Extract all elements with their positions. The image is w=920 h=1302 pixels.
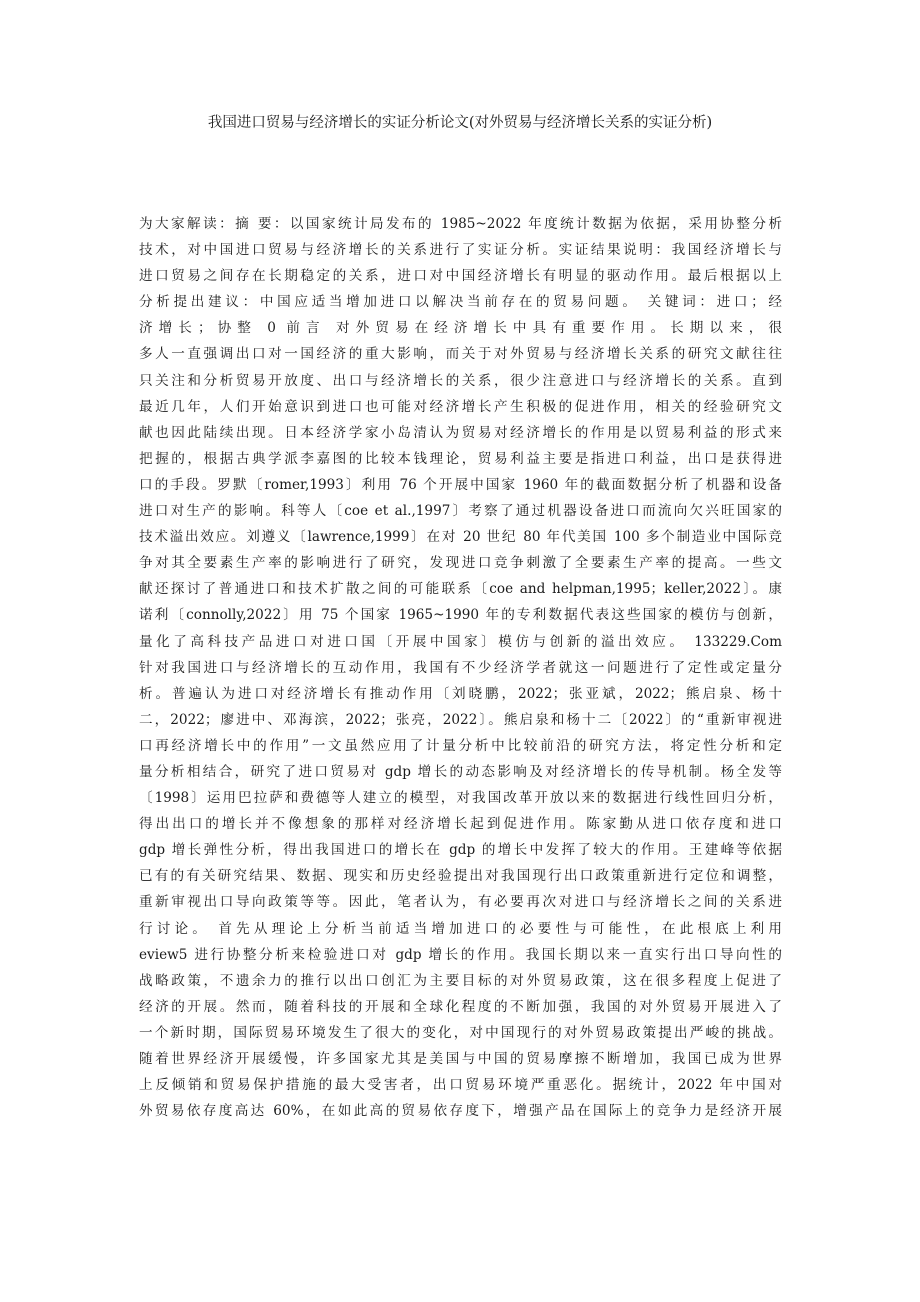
body-line: gdp 增长弹性分析，得出我国进口的增长在 gdp 的增长中发挥了较大的作用。王建峰等依据: [139, 842, 782, 859]
body-line: 只关注和分析贸易开放度、出口与经济增长的关系，很少注意进口与经济增长的关系。直到: [139, 372, 782, 389]
body-line: 已有的有关研究结果、数据、现实和历史经验提出对我国现行出口政策重新进行定位和调整，: [139, 868, 782, 885]
body-line: 随着世界经济开展缓慢，许多国家尤其是美国与中国的贸易摩擦不断增加，我国已成为世界: [139, 1051, 782, 1067]
body-line: 重新审视出口导向政策等等。因此，笔者认为，有必要再次对进口与经济增长之间的关系进: [139, 894, 782, 911]
body-line: 诺利〔connolly,2022〕用 75 个国家 1965~1990 年的专利数据代表这些国家的模仿与创新，: [139, 607, 782, 624]
body-line: 战略政策，不遗余力的推行以出口创汇为主要目标的对外贸易政策，这在很多程度上促进了: [139, 972, 782, 989]
body-line: 得出出口的增长并不像想象的那样对经济增长起到促进作用。陈家勤从进口依存度和进口: [139, 816, 782, 833]
body-line: 进口贸易之间存在长期稳定的关系，进口对中国经济增长有明显的驱动作用。最后根据以上: [139, 268, 782, 285]
body-line: 献还探讨了普通进口和技术扩散之间的可能联系〔coe and helpman,1995；keller,2022〕。康: [139, 581, 782, 598]
body-line: 外贸易依存度高达 60%，在如此高的贸易依存度下，增强产品在国际上的竞争力是经济开展: [139, 1103, 782, 1120]
body-line: 析。普遍认为进口对经济增长有推动作用〔刘晓鹏，2022；张亚斌，2022；熊启泉、杨十: [139, 685, 782, 702]
body-line: 上反倾销和贸易保护措施的最大受害者，出口贸易环境严重恶化。据统计，2022 年中国对: [139, 1077, 782, 1094]
body-line: 二，2022；廖进中、邓海滨，2022；张亮，2022〕。熊启泉和杨十二〔2022〕的“重新审视进: [139, 711, 782, 728]
body-line: 争对其全要素生产率的影响进行了研究，发现进口竞争刺激了全要素生产率的提高。一些文: [139, 555, 782, 572]
body-line: 〔1998〕运用巴拉萨和费德等人建立的模型，对我国改革开放以来的数据进行线性回归分析，: [139, 790, 782, 807]
body-line: 一个新时期，国际贸易环境发生了很大的变化，对中国现行的对外贸易政策提出严峻的挑战。: [139, 1024, 782, 1041]
body-line: 进口对生产的影响。科等人〔coe et al.,1997〕考察了通过机器设备进口而流向欠兴旺国家的: [139, 503, 782, 520]
body-line: 口再经济增长中的作用”一文虽然应用了计量分析中比较前沿的研究方法，将定性分析和定: [139, 737, 782, 754]
body-line: 献也因此陆续出现。日本经济学家小岛清认为贸易对经济增长的作用是以贸易利益的形式来: [139, 424, 782, 441]
body-line: 技术溢出效应。刘遵义〔lawrence,1999〕在对 20 世纪 80 年代美国 100 多个制造业中国际竞: [139, 529, 782, 546]
document-title: 我国进口贸易与经济增长的实证分析论文(对外贸易与经济增长关系的实证分析): [207, 115, 713, 131]
body-line: 分析提出建议：中国应适当增加进口以解决当前存在的贸易问题。 关键词：进口；经: [139, 294, 782, 311]
document-body: [139, 211, 782, 1124]
body-line: 最近几年，人们开始意识到进口也可能对经济增长产生积极的促进作用，相关的经验研究文: [139, 398, 782, 415]
body-line: 把握的，根据古典学派李嘉图的比较本钱理论，贸易利益主要是指进口利益，出口是获得进: [139, 450, 782, 467]
body-line: 济增长；协整 0 前言 对外贸易在经济增长中具有重要作用。长期以来，很: [139, 320, 782, 337]
body-line: 量化了高科技产品进口对进口国〔开展中国家〕模仿与创新的溢出效应。 133229.Com: [139, 633, 782, 650]
body-line: 口的手段。罗默〔romer,1993〕利用 76 个开展中国家 1960 年的截面数据分析了机器和设备: [139, 476, 782, 493]
body-line: 为大家解读：摘 要：以国家统计局发布的 1985~2022 年度统计数据为依据，采用协整分析: [139, 216, 782, 232]
body-line: 多人一直强调出口对一国经济的重大影响，而关于对外贸易与经济增长关系的研究文献往往: [139, 346, 782, 363]
body-line: eview5 进行协整分析来检验进口对 gdp 增长的作用。我国长期以来一直实行出口导向性的: [139, 946, 782, 963]
body-line: 经济的开展。然而，随着科技的开展和全球化程度的不断加强，我国的对外贸易开展进入了: [139, 998, 782, 1015]
body-line: 技术，对中国进口贸易与经济增长的关系进行了实证分析。实证结果说明：我国经济增长与: [139, 242, 782, 259]
body-line: 量分析相结合，研究了进口贸易对 gdp 增长的动态影响及对经济增长的传导机制。杨全发等: [139, 763, 782, 780]
body-line: 行讨论。 首先从理论上分析当前适当增加进口的必要性与可能性，在此根底上利用: [139, 920, 782, 937]
body-line: 针对我国进口与经济增长的互动作用，我国有不少经济学者就这一问题进行了定性或定量分: [139, 659, 782, 676]
